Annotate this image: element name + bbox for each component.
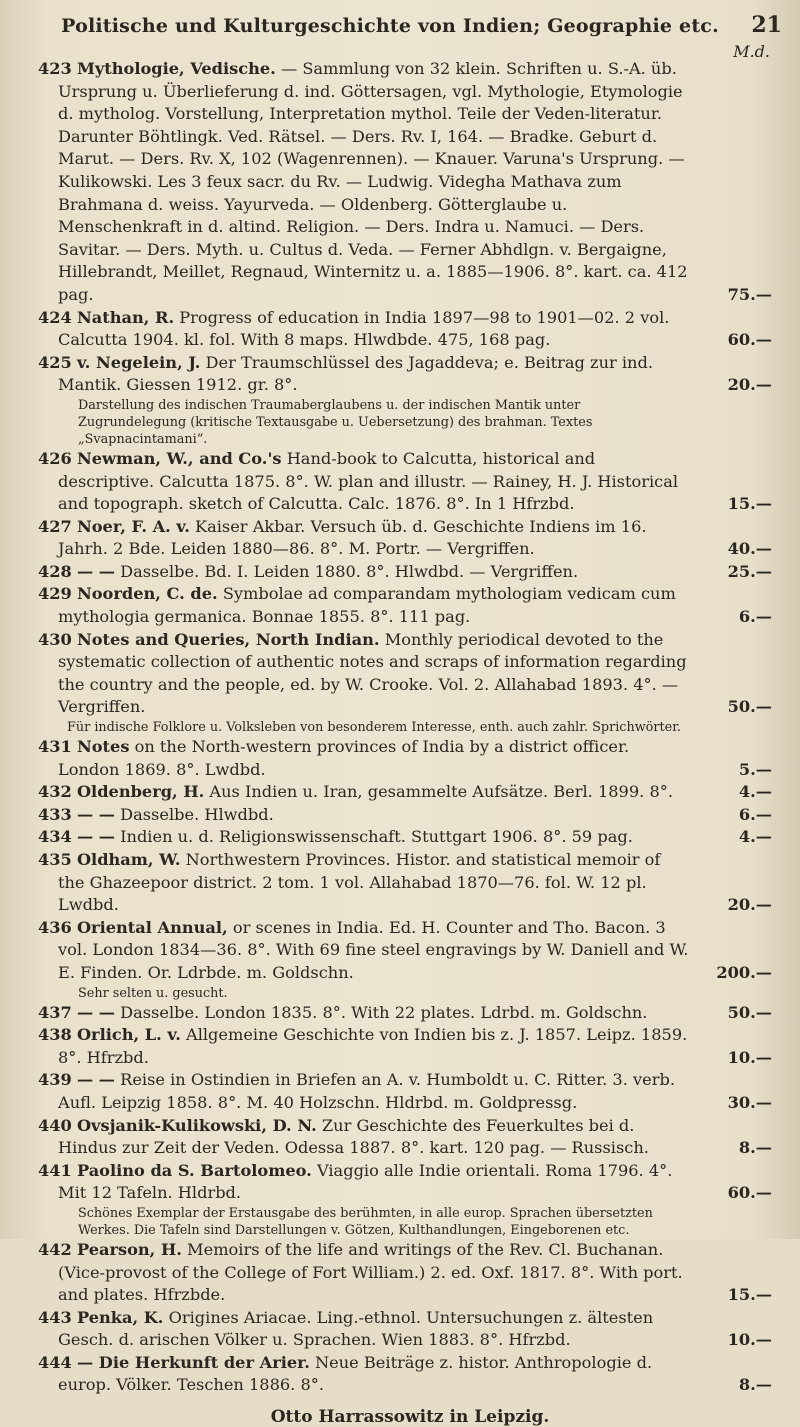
entry-price: 50.— <box>727 1002 772 1022</box>
entry-price: 25.— <box>727 561 772 581</box>
catalog-entry <box>38 804 782 827</box>
entry-note: Schönes Exemplar der Erstausgabe des berühmten, in alle europ. Sprachen übersetzten Werkes. Die Tafeln sind Darstellungen v. Götzen, Kulthandlungen, Eingeborenen etc. <box>78 1205 653 1238</box>
entry-note: Für indische Folklore u. Volksleben von besonderem Interesse, enth. auch zahlr. Sprichwörter. <box>67 720 681 736</box>
entry-author: Notes <box>76 737 130 757</box>
entry-author: — — <box>76 1002 115 1022</box>
entry-price: 10.— <box>727 1330 772 1350</box>
entry-author: Newman, W., and Co.'s <box>76 448 282 468</box>
entry-price: 30.— <box>727 1092 772 1112</box>
entry-author: Mythologie, Vedische. <box>76 59 276 78</box>
entry-price: 60.— <box>727 1183 772 1203</box>
entry-note: Darstellung des indischen Traumaberglaubens u. der indischen Mantik unter Zugrundelegung (kritische Textausgabe u. Uebersetzung) des brahman. Textes „Svapnacintamani“. <box>78 397 593 447</box>
catalog-entry <box>38 1307 782 1352</box>
entry-price: 4.— <box>738 782 772 802</box>
entry-description: Dasselbe. Hlwdbd. <box>120 804 274 824</box>
entry-author: — — <box>76 1070 115 1090</box>
entry-number: 435 <box>38 850 72 869</box>
entry-price: 5.— <box>738 759 772 779</box>
entry-author: Orlich, L. v. <box>76 1025 181 1045</box>
entry-price: 15.— <box>727 494 772 514</box>
catalog-entry <box>38 1115 782 1160</box>
catalog-entry <box>38 352 782 397</box>
entry-note: Sehr selten u. gesucht. <box>78 985 228 1001</box>
entry-number: 437 <box>38 1002 72 1022</box>
entry-author: Penka, K. <box>76 1307 164 1327</box>
entry-price: 8.— <box>738 1375 772 1395</box>
entry-number: 423 <box>38 59 72 78</box>
entry-number: 444 <box>38 1352 72 1372</box>
entry-number: 442 <box>38 1239 72 1259</box>
entry-description: Indien u. d. Religionswissenschaft. Stuttgart 1906. 8°. 59 pag. <box>120 827 633 847</box>
entry-description: — Sammlung von 32 klein. Schriften u. S.-A. üb. Ursprung u. Überlieferung d. ind. Göttersagen, vgl. Mythologie, Etymologie d. mytholog. Vorstellung, Interpretation mythol. Teile der Veden-literatur. Darunter Böhtlingk. Ved. Rätsel. — Ders. Rv. I, 164. — Bradke. Geburt d. Marut. — Ders. Rv. X, 102 (Wagenrennen). — Knauer. Varuna's Ursprung. — Kulikowski. Les 3 feux sacr. du Rv. — Ludwig. Videgha Mathava zum Brahmana d. weiss. Yayurveda. — Oldenberg. Götterglaube u. Menschenkraft in d. altind. Religion. — Ders. Indra u. Namuci. — Ders. Savitar. — Ders. Myth. u. Cultus d. Veda. — Ferner Abhdlgn. v. Bergaigne, Hillebrandt, Meillet, Regnaud, Winternitz u. a. 1885—1906. 8°. kart. ca. 412 pag. <box>58 59 688 304</box>
entry-description: Aus Indien u. Iran, gesammelte Aufsätze. Berl. 1899. 8°. <box>209 782 673 802</box>
publisher-footer: Otto Harrassowitz in Leipzig. <box>270 1407 550 1427</box>
entry-price: 4.— <box>738 827 772 847</box>
entry-description: Origines Ariacae. Ling.-ethnol. Untersuchungen z. ältesten Gesch. d. arischen Völker u. Sprachen. Wien 1883. 8°. Hfrzbd. <box>58 1307 654 1350</box>
entry-number: 436 <box>38 917 72 937</box>
catalog-entry <box>38 516 782 561</box>
page-number: 21 <box>751 12 782 38</box>
entry-number: 425 <box>38 352 72 372</box>
catalog-entry <box>38 826 782 849</box>
catalog-entry <box>38 849 782 917</box>
entry-description: Northwestern Provinces. Histor. and statistical memoir of the Ghazeepoor district. 2 tom. 1 vol. Allahabad 1870—76. fol. W. 12 pl. Lwdbd. <box>58 850 661 915</box>
entry-description: Memoirs of the life and writings of the Rev. Cl. Buchanan. (Vice-provost of the College of Fort William.) 2. ed. Oxf. 1817. 8°. With port. and plates. Hfrzbde. <box>58 1239 683 1305</box>
entry-description: Viaggio alle Indie orientali. Roma 1796. 4°. Mit 12 Tafeln. Hldrbd. <box>58 1160 673 1203</box>
entry-price: 200.— <box>716 962 772 982</box>
catalog-entry <box>38 561 782 584</box>
entry-price: 50.— <box>727 697 772 717</box>
entry-description: Zur Geschichte des Feuerkultes bei d. Hindus zur Zeit der Veden. Odessa 1887. 8°. kart. 120 pag. — Russisch. <box>58 1115 649 1158</box>
catalog-entry <box>38 1002 782 1025</box>
entry-author: v. Negelein, J. <box>76 352 201 372</box>
entry-price: 6.— <box>738 607 772 627</box>
entry-price: 75.— <box>727 284 772 304</box>
entry-author: — Die Herkunft der Arier. <box>76 1352 310 1372</box>
entry-price: 20.— <box>727 375 772 395</box>
entry-price: 20.— <box>727 895 772 915</box>
entry-author: Oldenberg, H. <box>76 782 205 802</box>
entry-author: Pearson, H. <box>76 1239 182 1259</box>
entry-price: 60.— <box>727 330 772 350</box>
entry-description: Progress of education in India 1897—98 to 1901—02. 2 vol. Calcutta 1904. kl. fol. With 8 maps. Hlwdbde. 475, 168 pag. <box>58 307 670 350</box>
entry-description: on the North-western provinces of India by a district officer. London 1869. 8°. Lwdbd. <box>58 737 630 779</box>
entry-description: Reise in Ostindien in Briefen an A. v. Humboldt u. C. Ritter. 3. verb. Aufl. Leipzig 1858. 8°. M. 40 Holzschn. Hldrbd. m. Goldpressg. <box>58 1070 675 1112</box>
catalog-entry <box>38 1239 782 1307</box>
entry-number: 432 <box>38 782 72 802</box>
page-header <box>38 12 782 54</box>
catalog-entry <box>38 629 782 719</box>
catalog-entry <box>38 1352 782 1397</box>
catalog-entry <box>38 1069 782 1114</box>
entry-author: Ovsjanik-Kulikowski, D. N. <box>76 1115 317 1135</box>
catalog-entry <box>38 448 782 516</box>
entry-author: Oriental Annual, <box>76 917 228 937</box>
entry-author: Nathan, R. <box>76 307 175 327</box>
entry-number: 431 <box>38 737 72 757</box>
entry-price: 10.— <box>727 1047 772 1067</box>
catalog-entries <box>38 58 782 1397</box>
entry-price: 15.— <box>727 1285 772 1305</box>
entry-number: 439 <box>38 1070 72 1090</box>
entry-description: Allgemeine Geschichte von Indien bis z. J. 1857. Leipz. 1859. 8°. Hfrzbd. <box>58 1025 688 1067</box>
entry-number: 426 <box>38 448 72 468</box>
entry-author: — — <box>76 561 115 581</box>
entry-author: Oldham, W. <box>76 850 181 869</box>
entry-number: 440 <box>38 1115 72 1135</box>
entry-description: Kaiser Akbar. Versuch üb. d. Geschichte Indiens im 16. Jahrh. 2 Bde. Leiden 1880—86. 8°. M. Portr. — Vergriffen. <box>58 516 647 559</box>
entry-number: 438 <box>38 1025 72 1045</box>
catalog-entry <box>38 58 782 307</box>
entry-author: Noorden, C. de. <box>76 584 218 604</box>
entry-number: 424 <box>38 307 72 327</box>
entry-description: Neue Beiträge z. histor. Anthropologie d. europ. Völker. Teschen 1886. 8°. <box>58 1352 653 1395</box>
entry-description: Der Traumschlüssel des Jagaddeva; e. Beitrag zur ind. Mantik. Giessen 1912. gr. 8°. <box>58 352 653 395</box>
entry-number: 434 <box>38 827 72 847</box>
entry-number: 443 <box>38 1307 72 1327</box>
entry-number: 428 <box>38 561 72 581</box>
entry-number: 430 <box>38 629 72 649</box>
catalog-entry <box>38 781 782 804</box>
catalog-entry <box>38 583 782 628</box>
entry-price: 8.— <box>738 1138 772 1158</box>
entry-author: — — <box>76 804 115 824</box>
entry-description: Monthly periodical devoted to the systematic collection of authentic notes and scraps of information regarding the country and the people, ed. by W. Crooke. Vol. 2. Allahabad 1893. 4°. — Vergriffen. <box>58 629 687 717</box>
entry-number: 433 <box>38 804 72 824</box>
catalog-entry <box>38 307 782 352</box>
entry-description: Hand-book to Calcutta, historical and descriptive. Calcutta 1875. 8°. W. plan and illustr. — Rainey, H. J. Historical and topograph. sketch of Calcutta. Calc. 1876. 8°. In 1 Hfrzbd. <box>58 448 679 514</box>
entry-author: Paolino da S. Bartolomeo. <box>76 1160 312 1180</box>
entry-description: Symbolae ad comparandam mythologiam vedicam cum mythologia germanica. Bonnae 1855. 8°. 111 pag. <box>58 584 676 627</box>
catalog-entry <box>38 736 782 781</box>
handwritten-mark: M.d. <box>733 42 770 61</box>
entry-number: 441 <box>38 1160 72 1180</box>
running-title: Politische und Kulturgeschichte von Indien; Geographie etc. <box>61 15 719 37</box>
entry-author: — — <box>76 827 115 847</box>
entry-number: 427 <box>38 516 72 536</box>
entry-price: 6.— <box>738 804 772 824</box>
entry-price: 40.— <box>727 539 772 559</box>
entry-description: Dasselbe. Bd. I. Leiden 1880. 8°. Hlwdbd. — Vergriffen. <box>120 561 579 581</box>
entry-description: or scenes in India. Ed. H. Counter and Tho. Bacon. 3 vol. London 1834—36. 8°. With 69 fine steel engravings by W. Daniell and W. E. Finden. Or. Ldrbde. m. Goldschn. <box>58 917 689 982</box>
catalog-entry <box>38 1160 782 1205</box>
entry-author: Noer, F. A. v. <box>76 516 190 536</box>
entry-author: Notes and Queries, North Indian. <box>76 629 380 649</box>
catalog-entry <box>38 917 782 985</box>
entry-description: Dasselbe. London 1835. 8°. With 22 plates. Ldrbd. m. Goldschn. <box>120 1002 648 1022</box>
entry-number: 429 <box>38 584 72 604</box>
catalog-entry <box>38 1024 782 1069</box>
